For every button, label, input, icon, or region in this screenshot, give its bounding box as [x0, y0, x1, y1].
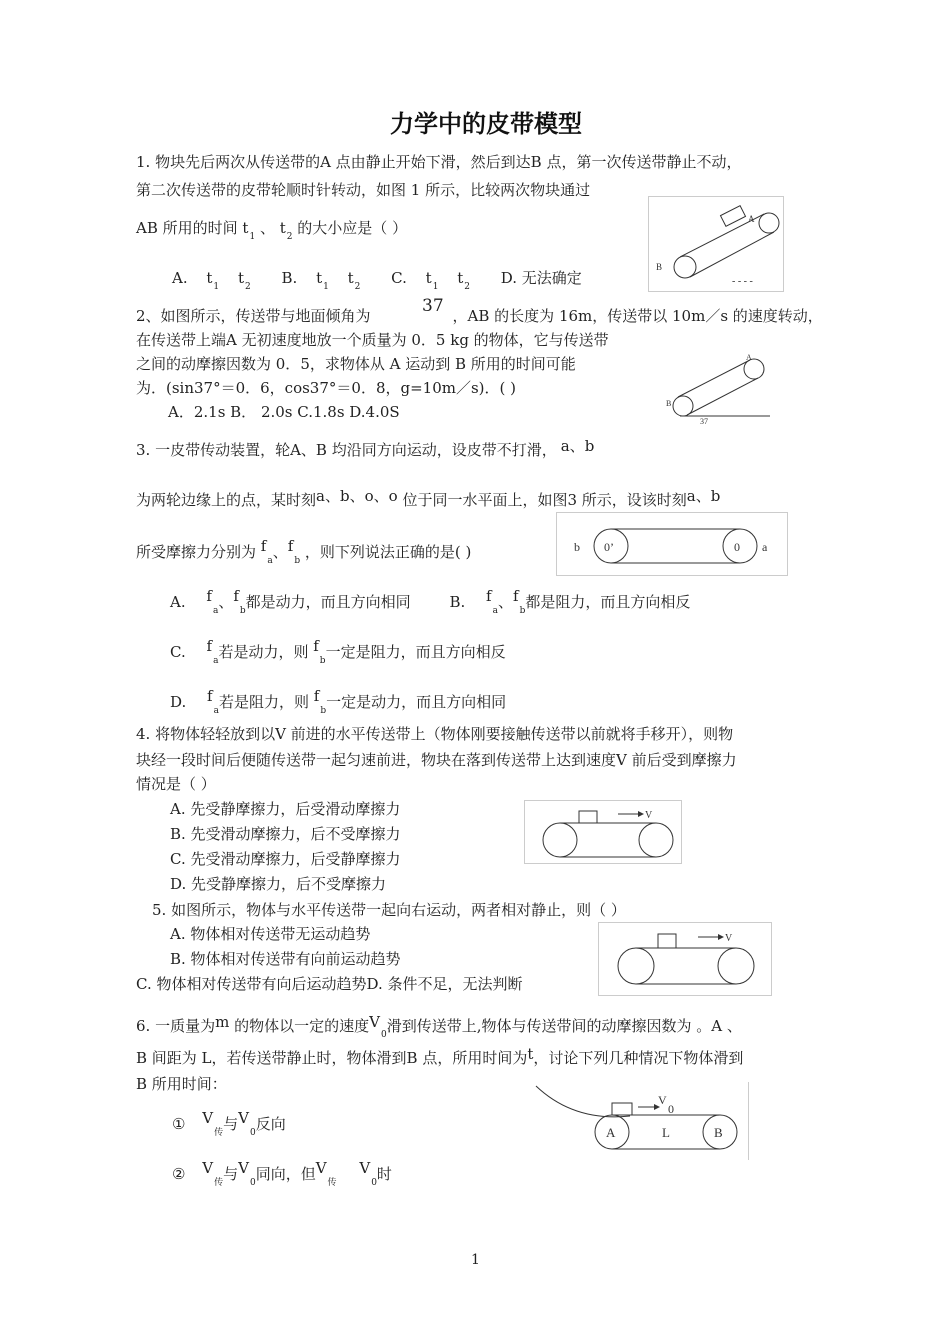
- q3-optD-fb: f: [313, 687, 320, 705]
- q6-item2-v1-sub: 传: [214, 1178, 224, 1188]
- q4-fig-v: V: [645, 810, 653, 821]
- q3-line2-a: a: [316, 487, 325, 505]
- q6-fig-b: B: [714, 1125, 723, 1140]
- q3-optD-post: 一定是动力，而且方向相同: [326, 693, 507, 711]
- q1-fig-dashes: - - - -: [732, 276, 753, 287]
- q5-option-a: A. 物体相对传送带无运动趋势: [170, 925, 371, 943]
- q6-line2-post: ，讨论下列几种情况下物体滑到: [533, 1049, 744, 1067]
- q6-v0: V: [369, 1013, 380, 1031]
- q1-t2: t: [279, 219, 286, 237]
- q2-options: A．2.1s B． 2.0s C.1.8s D.4.0S: [168, 403, 400, 421]
- q3-line2-pre: 为两轮边缘上的点，某时刻: [136, 491, 317, 509]
- q3-line3: 所受摩擦力分别为 $f_a$、$f_b$ ，则下列说法正确的是( ): [136, 537, 472, 566]
- q6-item2-v4-sub: 0: [371, 1178, 377, 1188]
- q3-optC-mid: 若是动力，则: [218, 643, 309, 661]
- q1-opt-b: B.: [281, 269, 298, 287]
- q1-opt-c-t2-sub: 2: [464, 282, 470, 292]
- q1-fig-label-a: A: [748, 214, 755, 224]
- q3-line2-mid: 位于同一水平面上，如图3 所示，设该时刻: [402, 491, 687, 509]
- q6-line2: [136, 1045, 744, 1068]
- q6-item2-v3-sub: 传: [327, 1178, 337, 1188]
- q6-item2-num: ②: [172, 1165, 186, 1183]
- q1-line1: 1. 物块先后两次从传送带的A 点由静止开始下滑，然后到达B 点，第一次传送带静止不动，: [136, 153, 742, 171]
- q1-t1: t: [242, 219, 249, 237]
- q6-m: m: [215, 1013, 230, 1031]
- q3-fb-sub: b: [294, 556, 301, 566]
- q1-sep: 、: [259, 219, 275, 237]
- q1-opt-a-t2: t: [237, 269, 244, 287]
- q6-item1-v1: V: [202, 1109, 214, 1127]
- q6-item2-post: 同向，但: [255, 1165, 316, 1183]
- q3-line2-o2: o: [388, 487, 398, 505]
- q4-line3: 情况是（ ）: [136, 775, 216, 793]
- q6-item2-mid: 与: [223, 1165, 239, 1183]
- q3-fa: f: [260, 537, 267, 555]
- q5-option-b: B. 物体相对传送带有向前运动趋势: [170, 950, 401, 968]
- q3-optA-fa-sub: a: [212, 606, 219, 616]
- q3-optB-fb-sub: b: [519, 606, 526, 616]
- page-number: 1: [471, 1252, 480, 1268]
- q1-opt-c-t2: t: [457, 269, 464, 287]
- q1-t1-sub: 1: [249, 232, 256, 242]
- q6-item2-v2: V: [238, 1159, 249, 1177]
- q6-item2-v2-sub: 0: [249, 1178, 256, 1188]
- q3-line3-pre: 所受摩擦力分别为: [136, 543, 257, 561]
- q2-line3: 之间的动摩擦因数为 0．5，求物体从 A 运动到 B 所用的时间可能: [136, 355, 576, 373]
- q3-optC-post: 一定是阻力，而且方向相反: [325, 643, 506, 661]
- q1-line3: [136, 218, 407, 241]
- q6-v0-sub: 0: [380, 1030, 387, 1040]
- q6-item2-v1: V: [202, 1159, 214, 1177]
- q3-line1-a: a: [560, 437, 570, 455]
- q3-optA-fa: f: [206, 587, 212, 605]
- q3-optD-fa-sub: a: [213, 706, 219, 716]
- q6-fig-v0-sub: 0: [668, 1102, 674, 1116]
- page-title: 力学中的皮带模型: [390, 110, 582, 138]
- q6-item1: [172, 1109, 286, 1138]
- q3-line1: 3. 一皮带传动装置，轮A、B 均沿同方向运动，设皮带不打滑， a、b: [136, 437, 595, 459]
- q6-line1: [136, 1013, 742, 1040]
- q5-line1: 5. 如图所示，物体与水平传送带一起向右运动，两者相对静止，则（ ）: [152, 901, 626, 919]
- q3-fig-o2: 0: [734, 540, 740, 554]
- q3-optB-fb: f: [513, 587, 519, 605]
- q3-fb: f: [287, 537, 294, 555]
- q4-figure-horizontal-belt: [524, 800, 684, 866]
- q2-fig-label-b: B: [666, 399, 672, 408]
- q1-opt-c-t1: t: [425, 269, 432, 287]
- q6-item1-num: ①: [172, 1115, 186, 1133]
- q1-opt-b-t2-sub: 2: [354, 282, 361, 292]
- q1-line3-pre: AB 所用的时间: [136, 219, 238, 237]
- q2-figure-inclined-belt: [660, 348, 780, 428]
- q2-line4: 为．(sin37°＝0．6，cos37°＝0．8，g=10m／s)．( ): [136, 379, 516, 397]
- q1-options: [172, 268, 582, 291]
- q6-item1-v2-sub: 0: [249, 1128, 256, 1138]
- q2-line2: 在传送带上端A 无初速度地放一个质量为 0．5 kg 的物体，它与传送带: [136, 331, 609, 349]
- q5-figure-horizontal-belt: [598, 922, 774, 998]
- q6-fig-l: L: [662, 1125, 670, 1140]
- q3-optB-post: 都是阻力，而且方向相反: [525, 593, 691, 611]
- q3-fa-sub: a: [267, 556, 273, 566]
- q3-option-c: [170, 637, 506, 666]
- q3-line1-b: b: [584, 437, 595, 455]
- q3-fig-b: b: [574, 540, 580, 554]
- q3-line2-b2: b: [710, 487, 721, 505]
- q4-option-a: A. 先受静摩擦力，后受滑动摩擦力: [170, 800, 401, 818]
- q3-optA-fb: f: [233, 587, 239, 605]
- q2-angle: 37: [422, 296, 444, 316]
- q5-option-cd: C. 物体相对传送带有向后运动趋势D. 条件不足，无法判断: [136, 975, 523, 993]
- q6-fig-v0: V: [658, 1093, 667, 1107]
- q6-item2: [172, 1159, 392, 1188]
- q3-optD-fa: f: [207, 687, 213, 705]
- q1-fig-label-b: B: [656, 262, 663, 272]
- q3-option-d: [170, 687, 507, 716]
- q6-line1-mid: 的物体以一定的速度: [234, 1017, 370, 1035]
- q1-opt-b-t2: t: [347, 269, 354, 287]
- q1-line2: 第二次传送带的皮带轮顺时针转动，如图 1 所示，比较两次物块通过: [136, 181, 591, 199]
- q6-line1-post: 滑到传送带上,物体与传送带间的动摩擦因数为 。A 、: [386, 1017, 742, 1035]
- q1-opt-b-t1: t: [316, 269, 323, 287]
- q6-item2-end: 时: [376, 1165, 392, 1183]
- q3-line2: 为两轮边缘上的点，某时刻a、b、o、o 位于同一水平面上，如图3 所示，设该时刻a、b: [136, 487, 721, 509]
- q3-figure-horizontal-belt: [556, 512, 788, 576]
- q3-optD-mid: 若是阻力，则: [218, 693, 309, 711]
- q2-fig-label-a: A: [746, 353, 752, 362]
- q3-option-ab: A. $f_a$、$f_b$都是动力，而且方向相同 B. $f_a$、$f_b$都是阻力，而且方向相反: [170, 587, 691, 616]
- q1-figure-inclined-belt: [648, 196, 788, 296]
- q1-opt-b-t1-sub: 1: [323, 282, 329, 292]
- q1-opt-c-t1-sub: 1: [432, 282, 439, 292]
- q6-item1-v2: V: [238, 1109, 249, 1127]
- q3-fig-a: a: [762, 540, 768, 554]
- q3-optD-fb-sub: b: [320, 706, 327, 716]
- q2-line1-pre: 2、如图所示，传送带与地面倾角为: [136, 307, 371, 325]
- q6-item1-post: 反向: [255, 1115, 286, 1133]
- q1-line3-post: 的大小应是（ ）: [297, 219, 408, 237]
- q4-line2: 块经一段时间后便随传送带一起匀速前进，物块在落到传送带上达到速度V 前后受到摩擦力: [136, 751, 737, 769]
- q1-opt-a-t2-sub: 2: [244, 282, 251, 292]
- q3-optB-fa-sub: a: [492, 606, 498, 616]
- q4-option-c: C. 先受滑动摩擦力，后受静摩擦力: [170, 850, 401, 868]
- q3-optA-pre: A.: [170, 593, 186, 611]
- q1-opt-a-t1-sub: 1: [213, 282, 220, 292]
- q3-line2-b: b: [339, 487, 350, 505]
- q3-optC-fa-sub: a: [213, 656, 219, 666]
- q3-line1-text: 3. 一皮带传动装置，轮A、B 均沿同方向运动，设皮带不打滑，: [136, 441, 557, 459]
- q3-optC-fb: f: [313, 637, 319, 655]
- q3-line2-o1: o: [364, 487, 374, 505]
- q3-optA-fb-sub: b: [239, 606, 246, 616]
- q6-item1-mid: 与: [223, 1115, 239, 1133]
- q3-optC-pre: C.: [170, 643, 186, 661]
- q1-opt-d: D. 无法确定: [500, 269, 582, 287]
- q5-fig-v: V: [725, 933, 733, 944]
- q3-line2-a2: a: [686, 487, 696, 505]
- q4-option-d: D. 先受静摩擦力，后不受摩擦力: [170, 875, 387, 893]
- q1-opt-a-t1: t: [206, 269, 213, 287]
- q2-fig-angle: 37: [700, 417, 708, 426]
- q6-line1-pre: 6. 一质量为: [136, 1017, 216, 1035]
- q6-item1-v1-sub: 传: [214, 1128, 224, 1138]
- q3-optB-fa: f: [486, 587, 492, 605]
- q6-line2-text: B 间距为 L，若传送带静止时，物体滑到B 点，所用时间为: [136, 1049, 528, 1067]
- q6-item2-v3: V: [315, 1159, 327, 1177]
- q3-optC-fb-sub: b: [319, 656, 326, 666]
- q1-opt-c: C.: [391, 269, 407, 287]
- q1-opt-a: A.: [172, 269, 188, 287]
- q2-line1-post: ，AB 的长度为 16m，传送带以 10m／s 的速度转动，: [452, 307, 823, 325]
- q3-optC-fa: f: [206, 637, 213, 655]
- q2-line1: [136, 306, 823, 326]
- q6-fig-a: A: [606, 1125, 616, 1140]
- q1-t2-sub: 2: [286, 232, 293, 242]
- q6-item2-v4: V: [359, 1159, 371, 1177]
- q6-t: t: [527, 1045, 534, 1063]
- q6-line3: B 所用时间：: [136, 1075, 227, 1093]
- q3-optD-pre: D.: [170, 693, 187, 711]
- q6-figure-belt-with-ramp: [534, 1082, 754, 1166]
- q3-optA-post: 都是动力，而且方向相同: [245, 593, 411, 611]
- q4-line1: 4. 将物体轻轻放到以V 前进的水平传送带上（物体刚要接触传送带以前就将手移开），则物: [136, 725, 734, 743]
- q3-optB-pre: B.: [449, 593, 466, 611]
- q3-line3-post: ，则下列说法正确的是( ): [304, 543, 472, 561]
- q4-option-b: B. 先受滑动摩擦力，后不受摩擦力: [170, 825, 401, 843]
- q3-fig-o1: 0’: [604, 540, 614, 554]
